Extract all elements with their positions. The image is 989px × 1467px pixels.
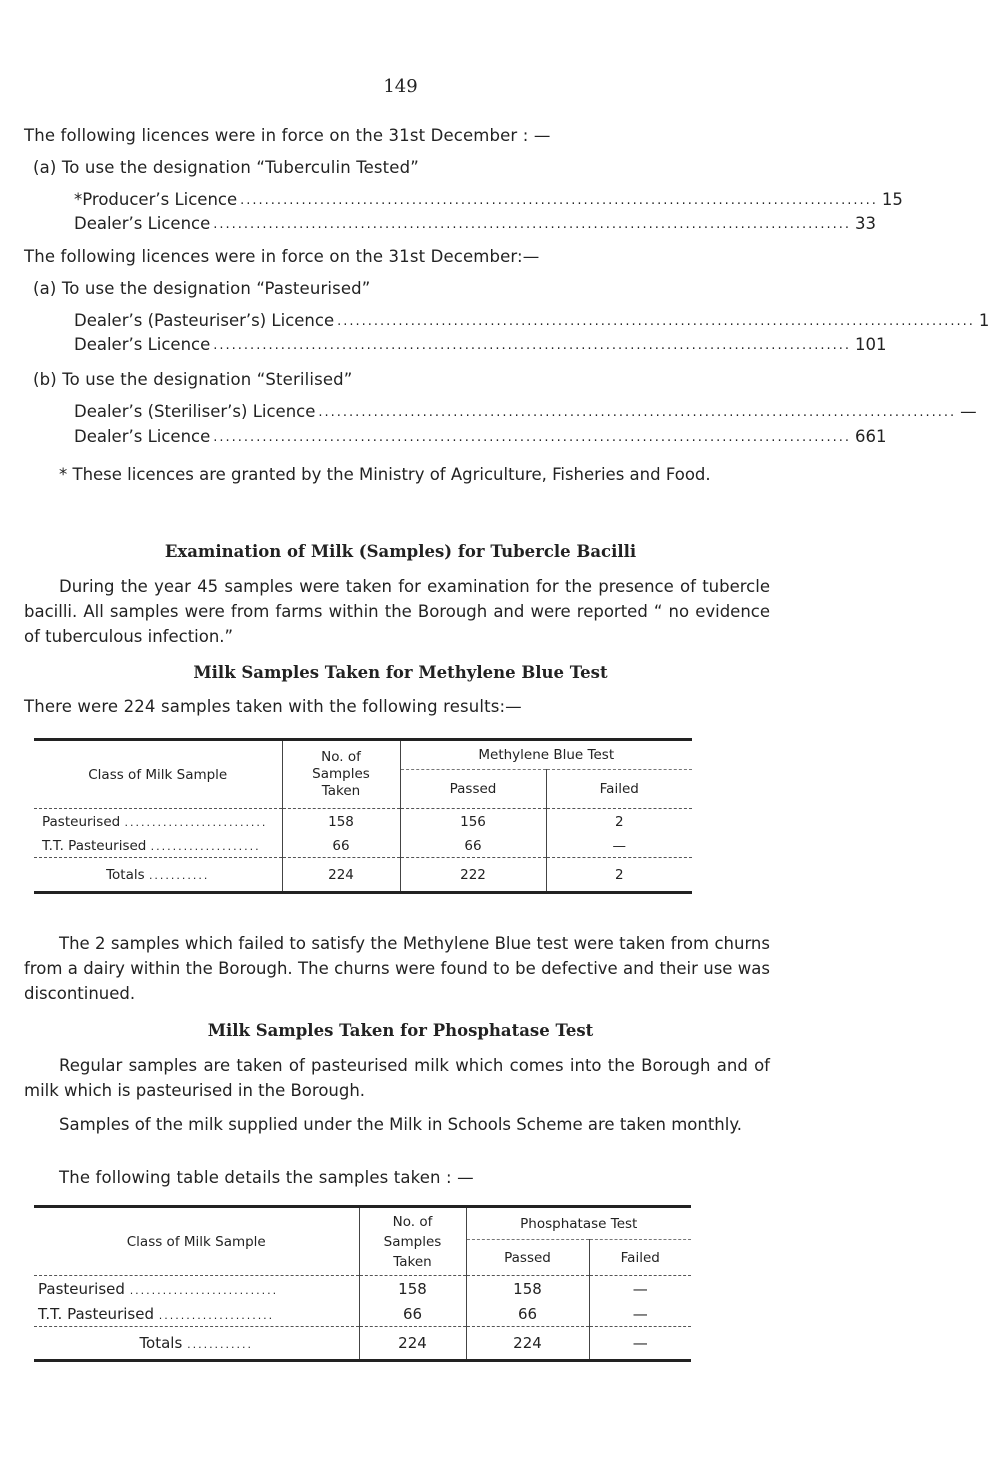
class-label: T.T. Pasteurised <box>42 838 147 855</box>
designation-pasteurised: (a) To use the designation “Pasteurised” <box>33 279 371 298</box>
class-label: Pasteurised <box>38 1280 125 1299</box>
page-number: 149 <box>383 76 418 97</box>
totals-text: Totals <box>139 1334 183 1352</box>
licence-row <box>74 335 887 357</box>
table-row-class <box>34 1276 359 1303</box>
licence-count: 1 <box>978 311 989 330</box>
total-samples: 224 <box>359 1327 466 1361</box>
licence-label: Dealer’s (Steriliser’s) Licence <box>74 402 316 421</box>
dot-leader: ........................... <box>129 1284 279 1298</box>
dot-leader: ........... <box>148 868 210 882</box>
col-samples-header <box>282 740 400 809</box>
col-passed-header: Passed <box>400 770 546 809</box>
heading-tubercle: Examination of Milk (Samples) for Tubercle Bacilli <box>164 542 637 561</box>
total-passed: 222 <box>400 858 546 893</box>
licence-row <box>74 402 977 424</box>
cell-passed: 66 <box>466 1303 589 1327</box>
totals-label <box>34 858 282 893</box>
class-label: T.T. Pasteurised <box>38 1305 154 1324</box>
methylene-table <box>34 738 692 894</box>
licence-count: 33 <box>855 214 877 233</box>
cell-failed: — <box>632 1280 648 1299</box>
licence-label: Dealer’s Licence <box>74 214 211 233</box>
col-failed-header: Failed <box>599 781 639 797</box>
licence-count: — <box>960 402 977 421</box>
cell-passed: 156 <box>400 809 546 836</box>
header-line: Samples <box>383 1233 442 1250</box>
licence-row <box>74 190 903 212</box>
header-line: No. of <box>321 749 361 765</box>
licence-label: Dealer’s Licence <box>74 335 211 354</box>
header-line: Samples <box>312 766 370 782</box>
licences-intro-2: The following licences were in force on the 31st December:— <box>24 247 540 266</box>
phosphatase-table <box>34 1205 691 1362</box>
tubercle-paragraph: During the year 45 samples were taken for examination for the presence of tubercle bacilli. All samples were from farms within the Borough and were reported “ no evidence of tuberculous infection.” <box>24 577 770 646</box>
dot-leader: .................... <box>150 840 261 854</box>
dot-leader: ........................................................................................................ <box>337 314 975 329</box>
licence-row <box>74 311 989 333</box>
cell-failed: 2 <box>614 814 624 831</box>
cell-passed: 158 <box>466 1276 589 1303</box>
total-failed: 2 <box>614 866 624 883</box>
header-line: No. of <box>392 1213 433 1230</box>
dot-leader: ........................................................................................................ <box>318 405 957 420</box>
cell-samples: 158 <box>359 1276 466 1303</box>
cell-passed: 66 <box>400 836 546 858</box>
table-row-class <box>34 836 282 858</box>
col-samples-header <box>359 1207 466 1276</box>
cell-samples: 158 <box>282 809 400 836</box>
table-row-class <box>34 1303 359 1327</box>
col-test-header: Methylene Blue Test <box>400 740 692 770</box>
cell-samples: 66 <box>359 1303 466 1327</box>
total-samples: 224 <box>282 858 400 893</box>
cell-samples: 66 <box>282 836 400 858</box>
licence-row <box>74 214 877 236</box>
col-test-header: Phosphatase Test <box>466 1207 691 1240</box>
licence-label: Dealer’s Licence <box>74 427 211 446</box>
cell-failed: — <box>612 838 626 855</box>
col-class-header: Class of Milk Sample <box>34 1207 359 1276</box>
methylene-paragraph: The 2 samples which failed to satisfy the Methylene Blue test were taken from churns from a dairy within the Borough. The churns were found to be defective and their use was discontinued. <box>24 934 770 1003</box>
dot-leader: ..................... <box>158 1309 275 1323</box>
class-label: Pasteurised <box>42 814 121 831</box>
phosphatase-paragraph-2: Samples of the milk supplied under the Milk in Schools Scheme are taken monthly. <box>59 1115 743 1134</box>
footnote: * These licences are granted by the Ministry of Agriculture, Fisheries and Food. <box>59 465 711 484</box>
phosphatase-intro: The following table details the samples taken : — <box>59 1168 474 1187</box>
header-line: Taken <box>393 1253 432 1270</box>
col-failed-header: Failed <box>620 1249 660 1266</box>
licence-row <box>74 427 887 449</box>
table-row-class <box>34 809 282 836</box>
totals-text: Totals <box>106 866 145 883</box>
total-passed: 224 <box>466 1327 589 1361</box>
dot-leader: ........................................................................................................ <box>240 193 878 208</box>
total-failed: — <box>632 1334 648 1352</box>
header-line: Taken <box>321 783 361 799</box>
cell-failed: — <box>632 1305 648 1324</box>
dot-leader: ........................................................................................................ <box>213 430 852 445</box>
col-passed-header: Passed <box>466 1240 589 1276</box>
licence-count: 101 <box>855 335 887 354</box>
phosphatase-paragraph-1: Regular samples are taken of pasteurised milk which comes into the Borough and of milk which is pasteurised in the Borough. <box>24 1056 770 1100</box>
designation-tuberculin-tested: (a) To use the designation “Tuberculin Tested” <box>33 158 419 177</box>
designation-sterilised: (b) To use the designation “Sterilised” <box>33 370 353 389</box>
licence-count: 661 <box>855 427 887 446</box>
dot-leader: .......................... <box>124 816 268 830</box>
dot-leader: ............ <box>187 1338 254 1351</box>
dot-leader: ........................................................................................................ <box>213 217 852 232</box>
col-class-header: Class of Milk Sample <box>34 740 282 809</box>
dot-leader: ........................................................................................................ <box>213 338 852 353</box>
licence-label: *Producer’s Licence <box>74 190 238 209</box>
licence-count: 15 <box>881 190 903 209</box>
licences-intro-1: The following licences were in force on the 31st December : — <box>24 126 551 145</box>
heading-phosphatase: Milk Samples Taken for Phosphatase Test <box>207 1021 594 1040</box>
totals-label <box>34 1327 359 1361</box>
methylene-intro: There were 224 samples taken with the following results:— <box>24 697 522 716</box>
heading-methylene: Milk Samples Taken for Methylene Blue Test <box>193 663 608 682</box>
licence-label: Dealer’s (Pasteuriser’s) Licence <box>74 311 335 330</box>
